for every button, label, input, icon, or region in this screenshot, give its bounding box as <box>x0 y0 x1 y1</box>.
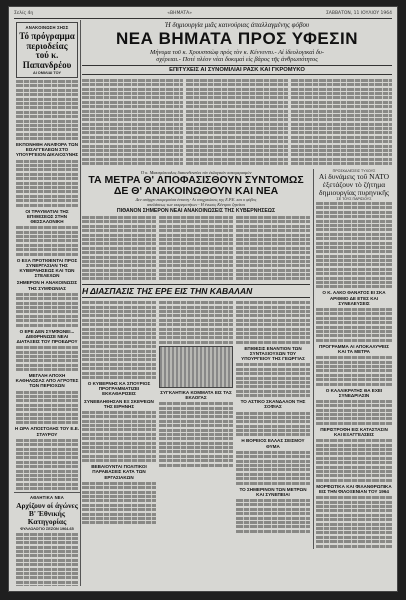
sport-title-line: Αρχίζουν οί άγώνες <box>16 501 78 511</box>
lower-col-1 <box>82 300 156 534</box>
left-head-2: ΟΙ ΤΡΑΥΜΑΤΙΑΙ ΤΗΣ ΕΠΙΘΕΣΕΩΣ ΣΤΗΝ ΘΕΣΣΑΛΟΝΙΚΗ <box>25 208 69 224</box>
side-head-3: Ο ΚΑΛΛΙΚΡΑΤΗΣ ΘΑ ΕΧΕΙ ΣΥΝΕΔΡΙΑΣΙΝ <box>325 387 383 398</box>
side-sub: ΣΕ ΤΟΥΣ ΠΑΡΙΣΙΟΥΣ <box>336 196 372 201</box>
side-head-4: ΠΕΡΙΣΤΡΟΦΗ ΕΙΣ ΚΑΤΑΣΤΑΣΙΝ ΚΑΙ ΕΞΑΓΓΕΛΣΕΙΣ <box>320 426 388 438</box>
lower-head-5: ΤΟ ΑΣΤΙΚΟ ΣΚΑΝΔΑΛΟΝ ΤΗΣ ΣΟΦΙΑΣ <box>240 399 306 410</box>
side-head-line: Αἱ δυνάμεις τοῦ ΝΑΤΟ <box>318 171 390 181</box>
section-kicker: Ὁ κ. Μακαρόπουλος διακινδυνεύει τὸν ἐκλογικὸν καταμερισμόν <box>140 169 252 175</box>
side-kicker: ΠΡΟΣΚΑΛΕΣΕΙΣ ΤΥΧΟΥΣ <box>332 168 376 173</box>
lower-col-3 <box>236 300 310 534</box>
article-text <box>291 77 392 166</box>
lower-col-2 <box>159 300 233 534</box>
news-photo <box>159 346 233 388</box>
left-head-4: ΣΗΜΕΡΟΝ Η ΑΝΑΚΟΙΝΩΣΙΣ ΤΗΣ ΣΥΜΦΩΝΙΑΣ <box>16 280 78 291</box>
left-head-5: Ο ΕΡΕ ΔΕΝ ΣΥΜΦΩΝΕΙ... ΔΙΕΘΡΗΝΩΣΕ ΝΕΑΙ ΔΙΑΤΑΞΕΙΣ ΤΟΥ ΠΡΟΕΔΡΟΥ <box>16 328 78 344</box>
side-head-5: ΜΟΡΦΩΤΙΚΑ ΚΑΙ ΦΙΛΑΝΘΡΩΠΙΚΑ ΕΙΣ ΤΗΝ ΦΙΛΟΞΕΝΙΑΝ ΤΟΥ 1964 <box>316 483 392 494</box>
article-text <box>14 226 80 255</box>
article-text <box>159 301 233 344</box>
article-text <box>316 496 392 547</box>
sport-title <box>14 502 80 526</box>
article-text <box>236 451 310 485</box>
lower-head-4: ΕΠΙΘΕΣΙΣ ΕΝΑΝΤΙΟΝ ΤΩΝ ΣΥΝΤΑΞΙΟΥΧΩΝ ΤΟΥ ΥΠΟΥΡΓΕΙΟΥ ΤΗΣ ΓΕΩΡΓΙΑΣ <box>241 345 305 362</box>
article-text <box>14 293 80 327</box>
lower-text-columns <box>82 300 310 534</box>
left-head-7: Η ΩΡΑ ΑΠΟΣΤΟΛΗΣ ΤΟΥ Ε.Ε. ΣΤΑΥΡΟΥ <box>14 426 80 437</box>
lower-head-8: ΤΟ ΣΗΜΕΡΙΝΟΝ ΤΩΝ ΜΕΤΡΩΝ ΚΑΙ ΣΥΝΕΠΕΙΑΙ <box>239 486 307 497</box>
main-kicker: Ἡ δημιουργία μιᾶς καινούριας ἀπαλλαγμένης φόβου <box>164 21 310 29</box>
article-text <box>236 301 310 344</box>
masthead: «ΒΗΜΑΤΑ» <box>167 11 192 16</box>
side-head-line: ἐξετάζουν τὸ ζήτημα <box>322 179 386 189</box>
article-text <box>14 80 80 140</box>
left-title <box>19 32 75 70</box>
main-headline: ΝΕΑ ΒΗΜΑΤΑ ΠΡΟΣ ΥΦΕΣΙΝ <box>116 29 358 48</box>
article-text <box>316 400 392 425</box>
article-text <box>14 439 80 490</box>
lower-head-7: ΒΕΒΑΙΟΥΝΤΑΙ ΠΟΛΙΤΙΚΟΙ ΠΑΡΑΒΑΣΕΙΣ ΚΑΤΑ ΤΩΝ ΕΡΓΑΣΙΑΚΩΝ <box>91 464 147 480</box>
article-text <box>236 412 310 437</box>
headline2-line: ΔΕ Θ' ΑΝΑΚΟΙΝΩΘΟΥΝ ΚΑΙ ΝΕΑ <box>113 184 279 197</box>
article-text <box>316 202 392 288</box>
article-text <box>82 215 156 282</box>
left-kicker: ΑΝΑΚΟΙΝΩΣΗ ΣΗΣΣ <box>25 25 69 30</box>
sport-sub: ΦΥΛΛΟΛΟΓΙΟ ΣΕΖΟΝ 1964-65 <box>20 527 74 532</box>
article-text <box>14 533 80 587</box>
sport-title-line: Β' Έθνικής Κατηγορίας <box>27 509 67 527</box>
italic-headline: Η ΔΙΑΣΠΑΣΙΣ ΤΗΣ ΕΡΕ ΕΙΣ ΤΗΝ ΚΑΒΑΛΑΝ <box>82 284 310 298</box>
article-text <box>14 346 80 371</box>
left-title-line: τού κ. Παπανδρέου <box>22 50 72 70</box>
main-area <box>82 20 392 586</box>
article-text <box>82 77 183 166</box>
side-head-1: Ο Κ. ΑΛΚΟ ΘΑΝΑΤΟΣ ΕΙ ΣΚΑ ΑΡΙΘΜΟ ΔΕ ΕΤΕΣ ΚΑΙ ΣΥΝΕΛΕΥΣΕΙΣ <box>322 290 386 306</box>
left-title-line: Τό πρόγραμμα <box>19 31 75 41</box>
left-head-3: Ο ΕΞΑ ΠΡΟΤΙΘΕΝΤΑΙ ΠΡΟΣ ΣΥΝΕΡΓΑΣΙΑΝ ΤΗΣ ΚΥΒΕΡΝΗΣΕΩΣ ΚΑΙ ΤΩΝ ΣΤΕΛΕΧΩΝ <box>16 257 78 279</box>
subhead-line: σχέρειαι.- Ποτὲ πλέον νέαι δοκιμαὶ εἰς βάρος τῆς ἀνθρωπότητος <box>156 56 318 64</box>
lower-head-3: ΣΥΓΚΛΗΤΙΚΑ ΚΟΜΜΑΤΑ ΕΙΣ ΤΑΣ ΕΚΛΟΓΑΣ <box>160 389 232 400</box>
article-text <box>14 391 80 425</box>
lower-head-2: ΣΥΝΕΒΛΗΘΗΣΑΝ ΕΞ ΣΚΕΨΕΩΝ ΤΗΣ ΕΙΡΗΝΗΣ <box>84 398 154 409</box>
article-text <box>236 215 310 282</box>
left-title-line: περιοδείας <box>26 40 68 51</box>
article-text <box>236 363 310 397</box>
issue-date: ΣΑΒΒΑΤΟΝ, 11 ΙΟΥΛΙΟΥ 1964 <box>325 11 392 16</box>
side-head-line: δημιουργίας πυρηνικῆς <box>318 187 390 197</box>
article-text <box>82 411 156 462</box>
sport-kicker: ΑΘΛΗΤΙΚΑ ΝΕΑ <box>29 495 65 501</box>
article-text <box>316 308 392 342</box>
left-title-sub: ΑΙ ΟΜΙΛΙΑΙ ΤΟΥ <box>32 71 62 75</box>
subhead-line: Μήνυμα τοῦ κ. Χρουστσὼφ πρὸς τὸν κ. Κέννεντυ.- Αἱ ἰδεολογικαὶ δυ- <box>150 49 324 56</box>
main-subhead <box>82 49 392 63</box>
left-column <box>14 20 81 586</box>
article-text <box>159 402 233 466</box>
secondary-bar: ΠΙΘΑΝΟΝ ΣΗΜΕΡΟΝ ΝΕΑΙ ΑΝΑΚΟΙΝΩΣΕΙΣ ΤΗΣ ΚΥΒΕΡΝΗΣΕΩΣ <box>116 207 276 214</box>
program-box <box>16 22 78 78</box>
side-head-2: ΠΡΟΓΡΑΜΜΑ ΑΙ ΑΠΟΚΑΛΥΨΕΙΣ ΚΑΙ ΤΑ ΜΕΤΡΑ <box>319 343 389 354</box>
lower-head-6: Η ΒΟΡΕΙΟΣ ΕΛΛΑΣ ΣΕΙΣΜΟΥ ΘΥΜΑ <box>241 438 305 449</box>
mid-text-columns <box>82 215 310 282</box>
page-header <box>14 9 392 19</box>
sub2-line: απελάσεως των εκκρεμοτήτων - Η ένωσις Κέντρου ζητείται <box>147 201 245 207</box>
article-text <box>159 215 233 282</box>
main-bar: ΕΠΙΤΥΧΕΙΣ ΑΙ ΣΥΝΟΜΙΛΙΑΙ ΡΑΣΚ ΚΑΙ ΓΚΡΟΜΥΚΟ <box>82 65 392 75</box>
top-text-columns <box>82 77 392 166</box>
article-text <box>82 482 156 525</box>
article-text <box>186 77 287 166</box>
left-head-1: ΕΚΠΟΝΗΘΗ ΑΝΑΦΟΡΑ ΤΩΝ ΕΙΣΑΓΓΕΛΕΩΝ ΣΤΟ ΥΠΟΥΡΓΕΙΟΝ ΔΙΚΑΙΟΣΥΝΗΣ <box>15 142 79 158</box>
newspaper-page <box>8 6 398 592</box>
article-text <box>316 356 392 385</box>
sub2-line: Δεν υπάρχει εκκρεμούσα ένταση.- Αι υποχρεώσεις της Ε.Ρ.Ε. και ο φόβος <box>135 196 257 202</box>
headline2-line: ΤΑ ΜΕΤΡΑ Θ' ΑΠΟΦΑΣΙΣΘΟΥΝ ΣΥΝΤΟΜΩΣ <box>88 173 304 186</box>
secondary-headline <box>82 175 310 197</box>
side-column <box>313 169 392 549</box>
secondary-subhead <box>82 197 310 207</box>
article-text <box>82 301 156 379</box>
article-text <box>316 439 392 482</box>
side-headline <box>316 173 392 197</box>
left-head-6: ΜΕΓΑΛΗ ΑΠΟΧΗ ΚΑΘΗΛΩΣΑΣ ΑΠΟ ΑΓΡΟΤΕΣ ΤΩΝ ΠΕΡΙΟΧΩΝ <box>15 373 79 389</box>
article-text <box>14 160 80 207</box>
page-number: Σελίς 4η <box>14 11 34 16</box>
lower-head-1: Ο ΚΥΒΕΡΝΗΣ ΚΑ ΣΠΟΥΡΙΟΣ ΠΡΟΓΡΑΜΜΑΤΙΖΕΙ ΕΚΚΑΘΑΡΙΣΕΙΣ <box>87 380 151 397</box>
article-text <box>236 499 310 533</box>
